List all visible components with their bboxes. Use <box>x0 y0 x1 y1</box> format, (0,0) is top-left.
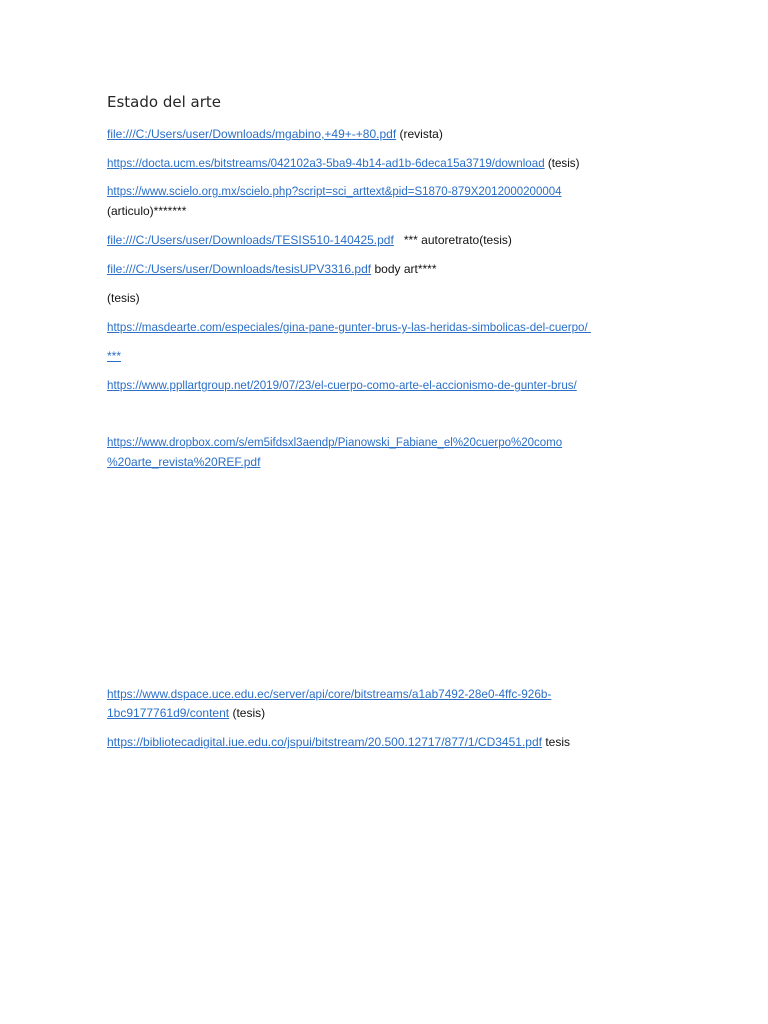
reference-link[interactable]: https://www.ppllartgroup.net/2019/07/23/el-cuerpo-como-arte-el-accionismo-de-gunter-brus/ <box>107 379 577 392</box>
reference-entry <box>107 434 562 453</box>
reference-link[interactable]: https://bibliotecadigital.iue.edu.co/jspui/bitstream/20.500.12717/877/1/CD3451.pdf <box>107 735 542 749</box>
reference-entry <box>107 685 551 704</box>
reference-note: (tesis) <box>232 706 266 720</box>
reference-link-continued[interactable]: 1bc9177761d9/content <box>107 706 230 720</box>
reference-note: (tesis) <box>547 157 580 170</box>
reference-link[interactable]: file:///C:/Users/user/Downloads/mgabino,+49+-+80.pdf <box>107 127 397 141</box>
reference-link[interactable]: https://www.scielo.org.mx/scielo.php?script=sci_arttext&pid=S1870-879X2012000200004 <box>107 186 562 198</box>
reference-entry-continued <box>107 704 265 723</box>
reference-entry-continued <box>107 453 260 472</box>
reference-entry <box>107 183 562 202</box>
reference-link[interactable]: https://www.dspace.uce.edu.ec/server/api/core/bitstreams/a1ab7492-28e0-4ffc-926b- <box>107 687 552 701</box>
reference-link[interactable]: https://www.dropbox.com/s/em5ifdsxl3aendp/Pianowski_Fabiane_el%20cuerpo%20como <box>107 437 563 449</box>
reference-entry <box>107 376 577 395</box>
reference-note: (revista) <box>399 127 443 141</box>
reference-note-line <box>107 202 186 221</box>
reference-note: (tesis) <box>107 291 140 305</box>
reference-link[interactable]: https://masdearte.com/especiales/gina-pane-gunter-brus-y-las-heridas-simbolicas-del-cuerpo/ <box>107 321 591 334</box>
reference-note: body art**** <box>374 262 437 276</box>
reference-link[interactable]: *** <box>107 349 122 363</box>
reference-link[interactable]: file:///C:/Users/user/Downloads/TESIS510-140425.pdf <box>107 233 394 247</box>
document-title: Estado del arte <box>107 93 221 111</box>
reference-entry <box>107 231 512 250</box>
reference-entry <box>107 260 437 279</box>
reference-entry <box>107 733 570 752</box>
reference-link[interactable]: https://docta.ucm.es/bitstreams/042102a3-5ba9-4b14-ad1b-6deca15a3719/download <box>107 157 545 170</box>
reference-note: *** autoretrato(tesis) <box>403 233 512 247</box>
reference-note-line <box>107 289 140 308</box>
entry-spacing <box>394 233 404 247</box>
reference-link[interactable]: file:///C:/Users/user/Downloads/tesisUPV3316.pdf <box>107 262 372 276</box>
reference-entry <box>107 125 443 144</box>
reference-entry <box>107 318 591 337</box>
reference-note: (articulo)******* <box>107 204 187 218</box>
reference-note: tesis <box>545 735 570 749</box>
reference-entry <box>107 154 579 173</box>
reference-entry <box>107 347 121 366</box>
reference-link-continued[interactable]: %20arte_revista%20REF.pdf <box>107 455 261 469</box>
